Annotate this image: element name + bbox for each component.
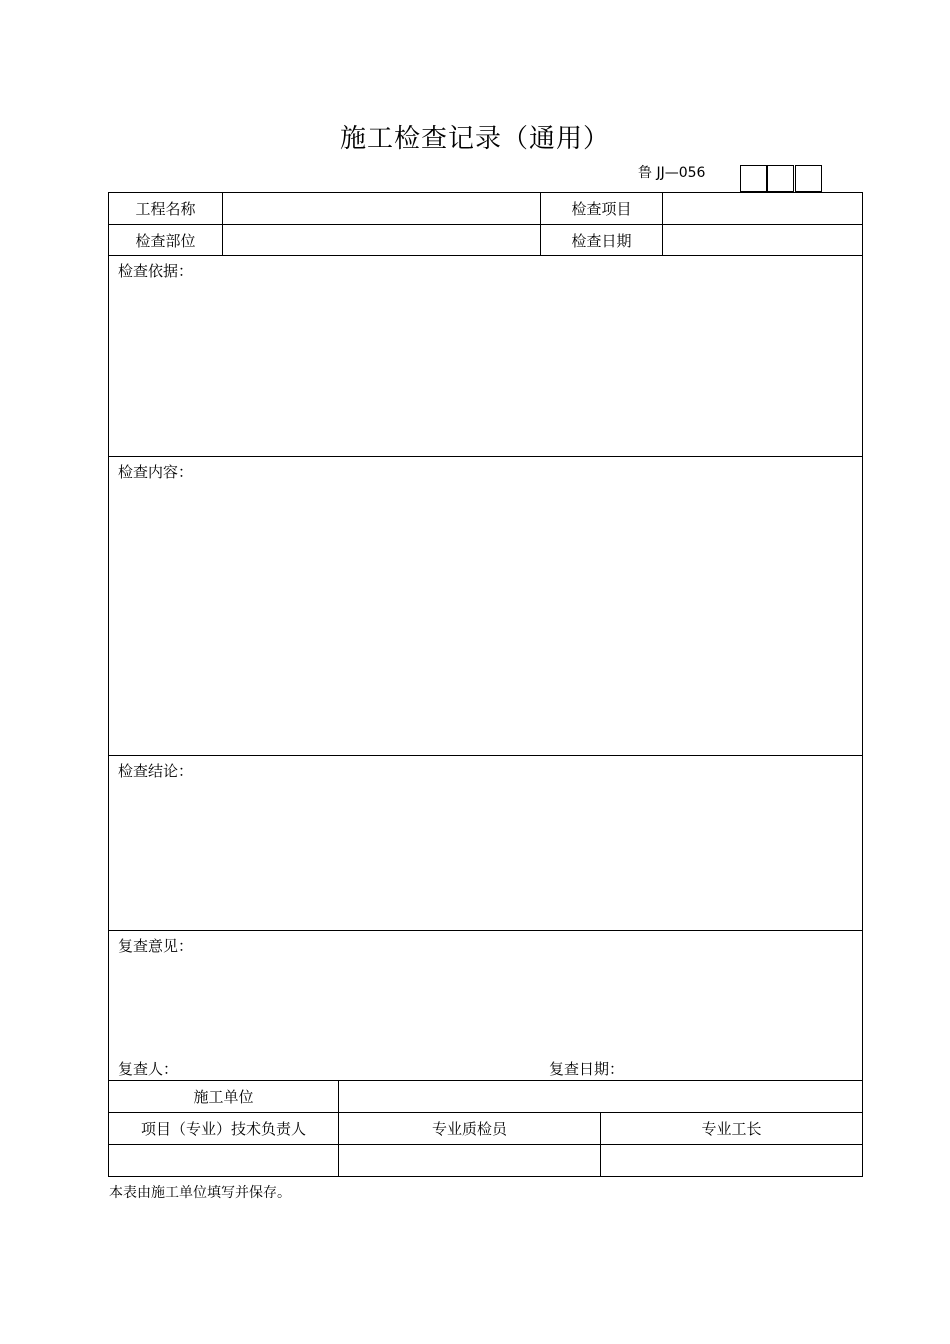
check-date-field[interactable] [662,224,863,256]
review-opinion-label: 复查意见： [118,937,194,955]
reviewer-label: 复查人： [118,1060,179,1078]
tech-lead-label: 项目（专业）技术负责人 [108,1112,339,1145]
check-location-field[interactable] [222,224,541,256]
tech-lead-signature-field[interactable] [108,1144,339,1177]
footer-note: 本表由施工单位填写并保存。 [109,1185,291,1201]
check-basis-section[interactable] [108,255,863,457]
check-conclusion-section[interactable] [108,755,863,931]
check-date-label: 检查日期 [540,224,663,256]
check-item-field[interactable] [662,192,863,225]
quality-inspector-signature-field[interactable] [338,1144,601,1177]
check-basis-label: 检查依据： [118,262,194,280]
form-code: 鲁 JJ—056 [638,165,706,181]
code-box-1[interactable] [740,165,767,192]
check-content-label: 检查内容： [118,463,194,481]
check-content-section[interactable] [108,456,863,756]
check-location-label: 检查部位 [108,224,223,256]
construction-unit-field[interactable] [338,1080,863,1113]
check-item-label: 检查项目 [540,192,663,225]
check-conclusion-label: 检查结论： [118,762,194,780]
quality-inspector-label: 专业质检员 [338,1112,601,1145]
code-box-2[interactable] [767,165,794,192]
page-title: 施工检查记录（通用） [339,124,610,154]
foreman-signature-field[interactable] [600,1144,863,1177]
project-name-field[interactable] [222,192,541,225]
review-date-label: 复查日期： [549,1060,625,1078]
construction-unit-label: 施工单位 [108,1080,339,1113]
project-name-label: 工程名称 [108,192,223,225]
review-opinion-section[interactable] [108,930,863,1081]
foreman-label: 专业工长 [600,1112,863,1145]
code-box-3[interactable] [795,165,822,192]
